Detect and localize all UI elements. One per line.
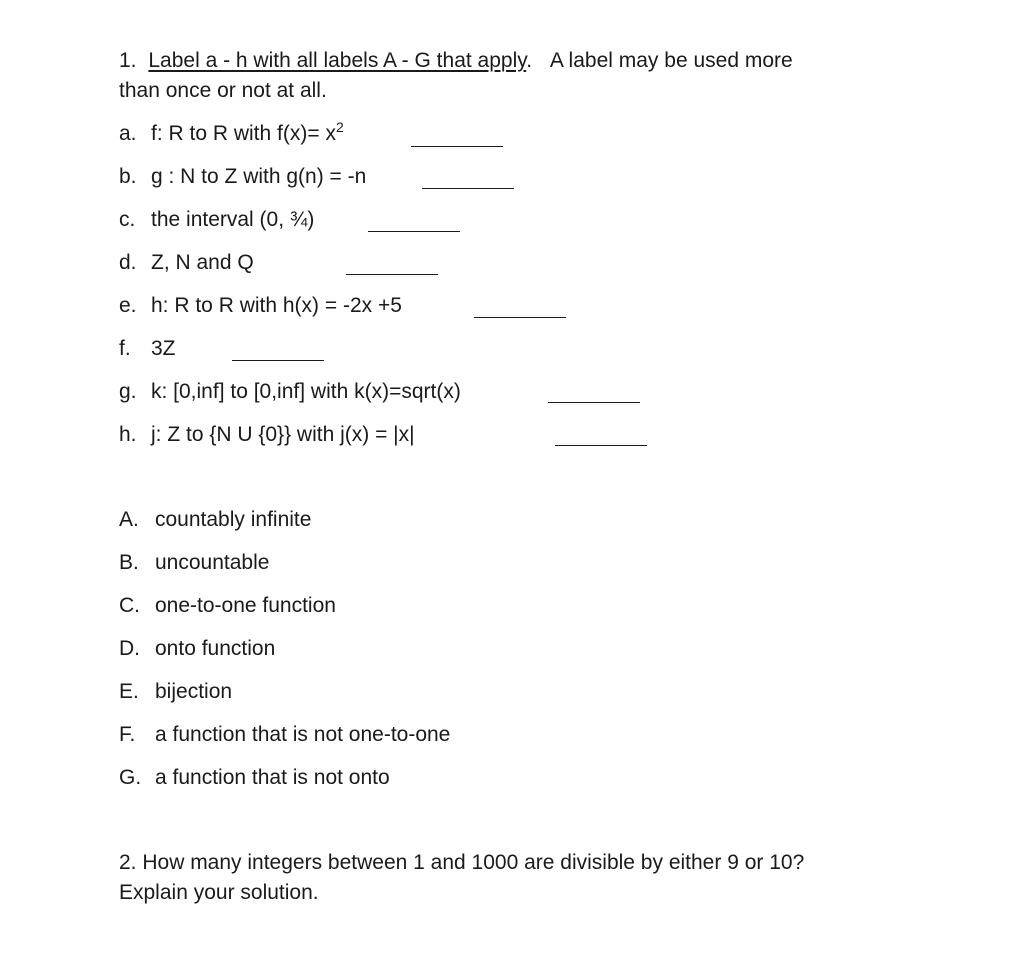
question-1-instruction-underlined: Label a - h with all labels A - G that apply <box>148 49 527 72</box>
question-1-instruction <box>119 50 793 71</box>
item-text: h: R to R with h(x) = -2x +5 <box>151 294 402 317</box>
item-c <box>119 209 314 230</box>
option-label: B. <box>119 551 139 574</box>
option-label: F. <box>119 723 136 746</box>
answer-blank-g[interactable] <box>548 402 640 403</box>
option-f <box>119 724 450 745</box>
item-label: d. <box>119 251 137 274</box>
item-e <box>119 295 402 316</box>
option-text: one-to-one function <box>155 594 336 617</box>
answer-blank-d[interactable] <box>346 274 438 275</box>
item-g <box>119 381 461 402</box>
item-d <box>119 252 254 273</box>
option-d <box>119 638 275 659</box>
answer-blank-h[interactable] <box>555 445 647 446</box>
option-text: a function that is not one-to-one <box>155 723 451 746</box>
item-label: h. <box>119 423 137 446</box>
item-f <box>119 338 176 359</box>
option-label: E. <box>119 680 139 703</box>
question-1-number: 1. <box>119 49 137 72</box>
item-label: c. <box>119 208 136 231</box>
option-text: a function that is not onto <box>155 766 390 789</box>
answer-blank-e[interactable] <box>474 317 566 318</box>
option-text: onto function <box>155 637 276 660</box>
question-1-instruction-period: . <box>526 49 533 72</box>
item-text: f: R to R with f(x)= x <box>151 122 336 145</box>
item-label: b. <box>119 165 137 188</box>
question-2-line1: 2. How many integers between 1 and 1000 are divisible by either 9 or 10? <box>119 851 805 874</box>
option-text: uncountable <box>155 551 270 574</box>
item-a <box>119 119 344 145</box>
option-text: bijection <box>155 680 233 703</box>
item-label: e. <box>119 294 137 317</box>
answer-blank-c[interactable] <box>368 231 460 232</box>
option-label: C. <box>119 594 140 617</box>
item-text: k: [0,inf] to [0,inf] with k(x)=sqrt(x) <box>151 380 461 403</box>
answer-blank-b[interactable] <box>422 188 514 189</box>
item-b <box>119 166 366 187</box>
option-b <box>119 552 269 573</box>
answer-blank-f[interactable] <box>232 360 324 361</box>
item-superscript: 2 <box>335 119 344 135</box>
option-text: countably infinite <box>155 508 312 531</box>
option-c <box>119 595 336 616</box>
question-1-instruction-rest: A label may be used more <box>549 49 793 72</box>
option-e <box>119 681 232 702</box>
item-label: a. <box>119 122 137 145</box>
option-label: D. <box>119 637 140 660</box>
item-label: g. <box>119 380 137 403</box>
option-a <box>119 509 311 530</box>
option-label: A. <box>119 508 139 531</box>
question-2-line2: Explain your solution. <box>119 881 319 904</box>
item-h <box>119 424 415 445</box>
item-text: g : N to Z with g(n) = -n <box>151 165 367 188</box>
item-text: 3Z <box>151 337 176 360</box>
item-label: f. <box>119 337 131 360</box>
item-text: j: Z to {N U {0}} with j(x) = |x| <box>151 423 415 446</box>
answer-blank-a[interactable] <box>411 146 503 147</box>
option-g <box>119 767 390 788</box>
question-1-instruction-line2: than once or not at all. <box>119 79 327 102</box>
option-label: G. <box>119 766 142 789</box>
item-text: Z, N and Q <box>151 251 254 274</box>
item-text: the interval (0, ¾) <box>151 208 315 231</box>
